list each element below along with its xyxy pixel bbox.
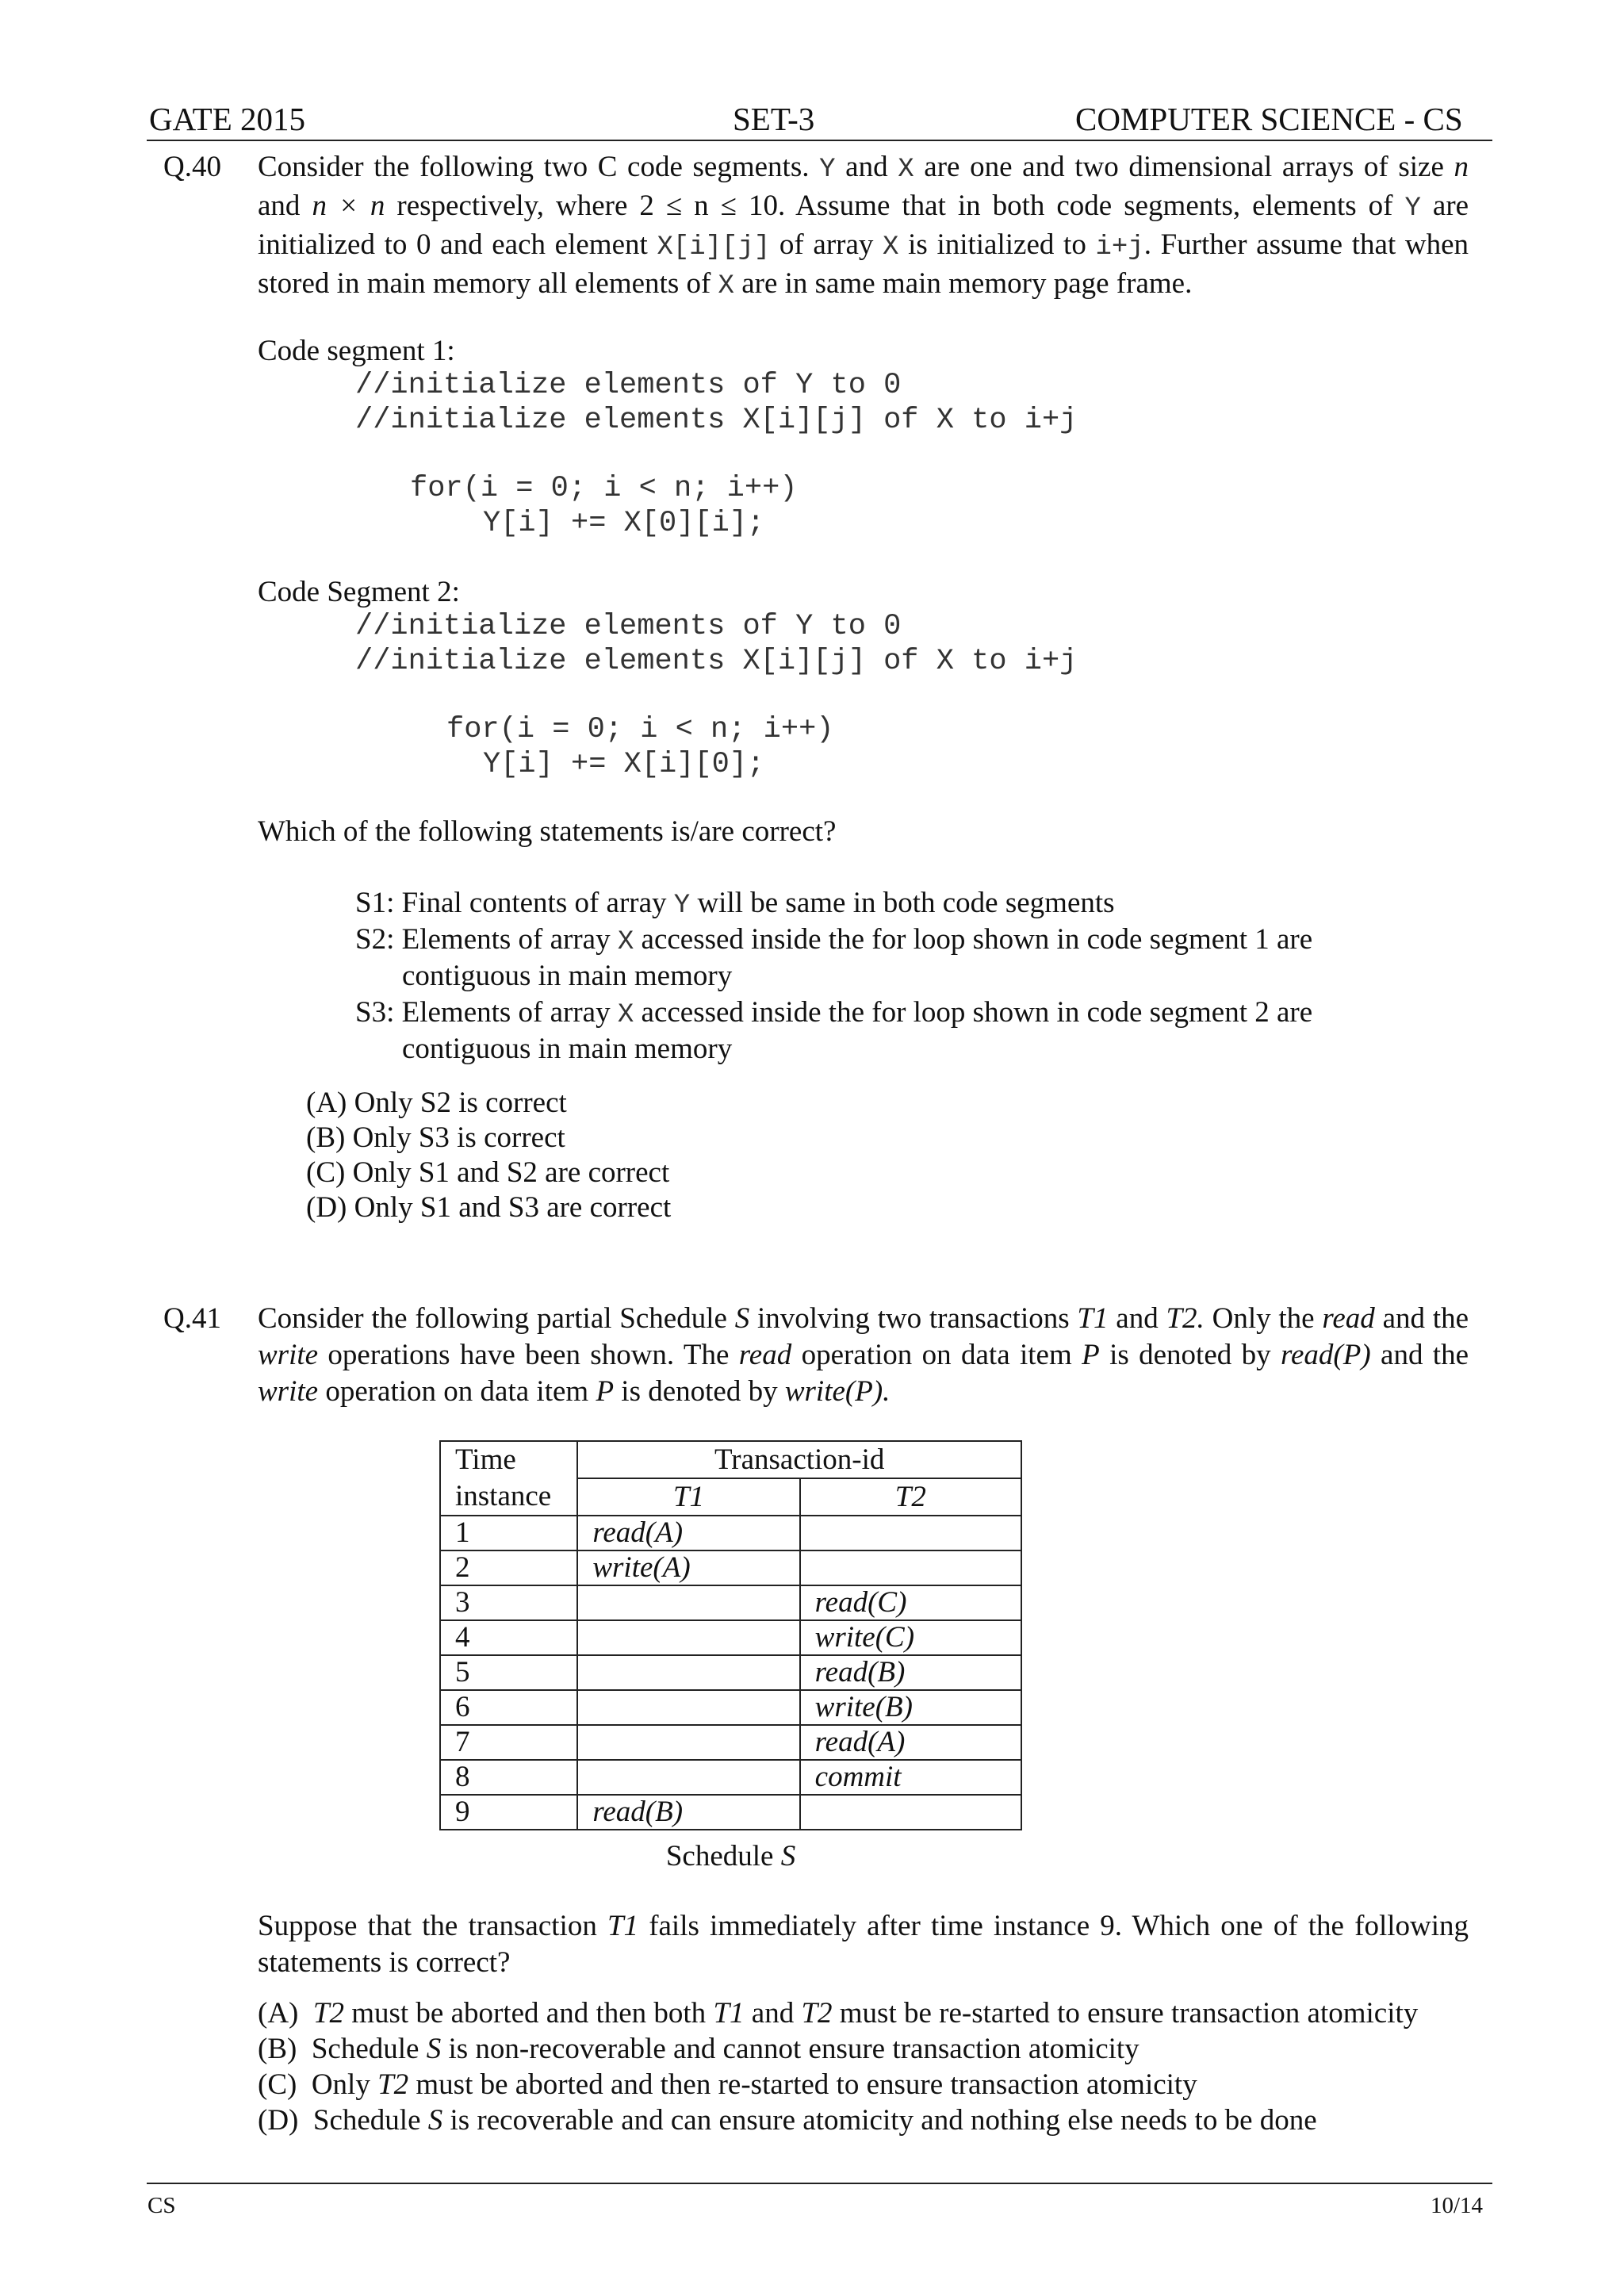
q40-number: Q.40 <box>163 151 221 183</box>
table-row: 7 read(A) <box>440 1725 1021 1760</box>
footer-subject-code: CS <box>147 2193 176 2218</box>
q40-option-a: (A) Only S2 is correct <box>306 1087 567 1119</box>
q41-intro: Consider the following partial Schedule S involving two transactions T1 and T2. Only the read and the write operations have been shown. The read operation on data item P is denoted by read(P) and the write operation on data item P is denoted by write(P). <box>258 1302 1469 1408</box>
code-line: //initialize elements X[i][j] of X to i+j <box>355 645 1078 678</box>
q40-question: Which of the following statements is/are correct? <box>258 815 837 848</box>
statement-s1: S1: Final contents of array Y will be same in both code segments <box>355 887 1115 921</box>
q41-question: Suppose that the transaction T1 fails immediately after time instance 9. Which one of the following statements is correct? <box>258 1910 1469 1979</box>
code-line: //initialize elements of Y to 0 <box>355 610 902 643</box>
schedule-table <box>439 1440 1022 1830</box>
q40-option-b: (B) Only S3 is correct <box>306 1121 565 1154</box>
code-line: //initialize elements of Y to 0 <box>355 369 902 402</box>
statement-s3: S3: Elements of array X accessed inside the for loop shown in code segment 2 are <box>355 996 1313 1030</box>
table-row: 2 write(A) <box>440 1550 1021 1585</box>
q41-number: Q.41 <box>163 1302 221 1335</box>
statement-s2: S2: Elements of array X accessed inside the for loop shown in code segment 1 are <box>355 923 1313 957</box>
t1-header: T1 <box>577 1478 799 1516</box>
footer-page-number: 10/14 <box>1431 2193 1484 2218</box>
table-row: 8 commit <box>440 1760 1021 1795</box>
code-line: Y[i] += X[i][0]; <box>483 748 765 781</box>
table-header-row <box>440 1441 1021 1478</box>
table-row: 9 read(B) <box>440 1795 1021 1830</box>
header-rule <box>147 140 1492 141</box>
q41-option-c: (C) Only T2 must be aborted and then re-started to ensure transaction atomicity <box>258 2068 1197 2101</box>
table-row: 1 read(A) <box>440 1516 1021 1550</box>
footer-rule <box>147 2183 1492 2184</box>
table-row: 5 read(B) <box>440 1655 1021 1690</box>
code-line: Y[i] += X[0][i]; <box>483 507 765 540</box>
t2-header: T2 <box>800 1478 1021 1516</box>
header-set: SET-3 <box>733 101 815 137</box>
header-subject: COMPUTER SCIENCE - CS <box>1075 101 1463 137</box>
q41-option-b: (B) Schedule S is non-recoverable and cannot ensure transaction atomicity <box>258 2033 1139 2065</box>
statement-s3-cont: contiguous in main memory <box>402 1033 733 1065</box>
code-line: //initialize elements X[i][j] of X to i+j <box>355 404 1078 437</box>
transaction-id-header: Transaction-id <box>577 1441 1021 1478</box>
table-row: 6 write(B) <box>440 1690 1021 1725</box>
header-exam-title: GATE 2015 <box>149 101 306 137</box>
q41-option-a: (A) T2 must be aborted and then both T1 and T2 must be re-started to ensure transaction atomicity <box>258 1997 1419 2030</box>
code-segment-1-label: Code segment 1: <box>258 335 455 367</box>
code-segment-2-label: Code Segment 2: <box>258 576 460 608</box>
code-line: for(i = 0; i < n; i++) <box>410 472 798 505</box>
schedule-caption: Schedule S <box>665 1840 796 1872</box>
code-line: for(i = 0; i < n; i++) <box>446 713 834 746</box>
table-row: 4 write(C) <box>440 1620 1021 1655</box>
q40-option-c: (C) Only S1 and S2 are correct <box>306 1156 670 1189</box>
q40-option-d: (D) Only S1 and S3 are correct <box>306 1191 672 1224</box>
q40-intro: Consider the following two C code segments. Y and X are one and two dimensional arrays of size n and n × n respectively, where 2 ≤ n ≤ 10. Assume that in both code segments, elements of Y are initialized to 0 and each element X[i][j] of array X is initialized to i+j. Further assume that when stored in main memory all elements of X are in same main memory page frame. <box>258 151 1469 301</box>
q41-option-d: (D) Schedule S is recoverable and can ensure atomicity and nothing else needs to be done <box>258 2104 1317 2137</box>
table-row: 3 read(C) <box>440 1585 1021 1620</box>
time-instance-header: Time instance <box>440 1441 577 1516</box>
statement-s2-cont: contiguous in main memory <box>402 960 733 992</box>
